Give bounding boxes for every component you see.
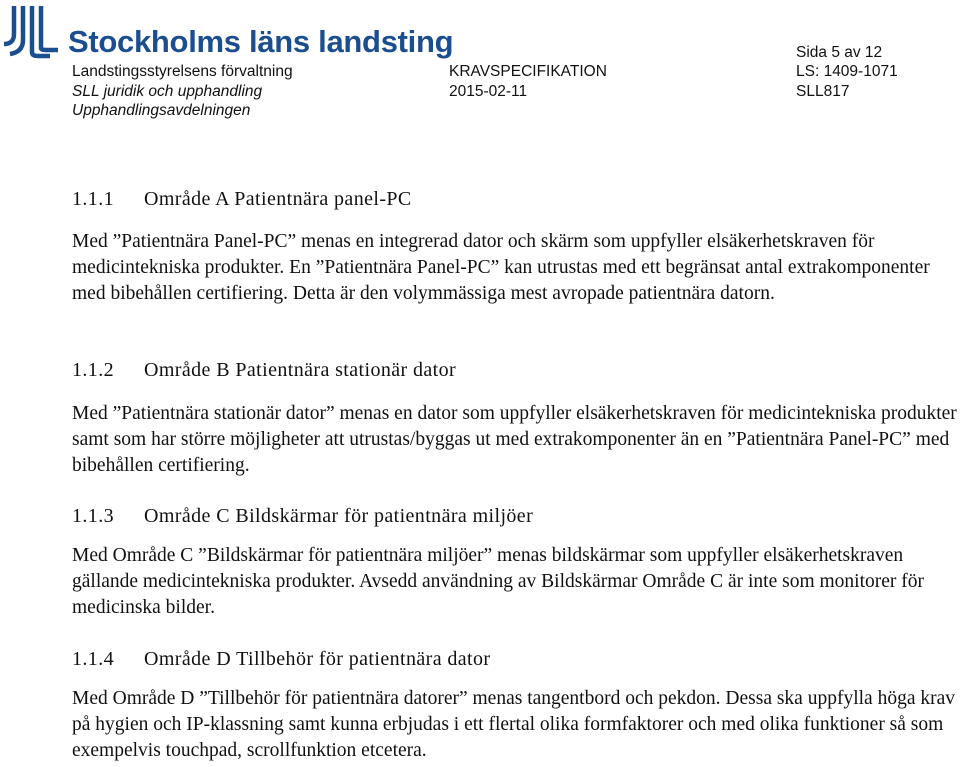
department-name: SLL juridik och upphandling xyxy=(72,83,263,100)
section-heading xyxy=(72,188,412,211)
section-number: 1.1.4 xyxy=(72,648,114,670)
document-header xyxy=(0,0,960,130)
ls-number: LS: 1409-1071 xyxy=(796,63,898,80)
page-number: Sida 5 av 12 xyxy=(796,44,883,61)
section-paragraph: Med Område D ”Tillbehör för patientnära datorer” menas tangentbord och pekdon. Dessa ska uppfylla höga krav på hygien och IP-klassning samt kunna erbjudas i ett flertal olika formfaktorer och med olika funktioner så som exempelvis touchpad, scrollfunktion etcetera. xyxy=(72,688,956,761)
section-heading xyxy=(72,648,490,671)
document-type: KRAVSPECIFIKATION xyxy=(449,63,607,80)
section-title: Område A Patientnära panel-PC xyxy=(144,188,412,210)
org-name-logo-text: Stockholms läns landsting xyxy=(68,24,454,59)
section-paragraph: Med Område C ”Bildskärmar för patientnära miljöer” menas bildskärmar som uppfyller elsäkerhetskraven gällande medicintekniska produkter. Avsedd användning av Bildskärmar Område C är inte som monitorer för medicinska bilder. xyxy=(72,545,925,618)
section-title: Område C Bildskärmar för patientnära miljöer xyxy=(144,505,534,527)
section-heading xyxy=(72,359,456,382)
section-number: 1.1.1 xyxy=(72,188,114,210)
unit-name: Upphandlingsavdelningen xyxy=(72,102,251,119)
section-heading xyxy=(72,505,533,528)
administration-name: Landstingsstyrelsens förvaltning xyxy=(72,63,293,80)
section-number: 1.1.2 xyxy=(72,359,114,381)
sll-logo xyxy=(4,4,454,60)
sll-emblem-icon xyxy=(4,4,64,60)
section-paragraph: Med ”Patientnära stationär dator” menas en dator som uppfyller elsäkerhetskraven för medicintekniska produkter samt som har större möjligheter att utrustas/byggas ut med extrakomponenter än en ”Patientnära Panel-PC” med bibehållen certifiering. xyxy=(72,403,957,476)
section-paragraph: Med ”Patientnära Panel-PC” menas en integrerad dator och skärm som uppfyller elsäkerhetskraven för medicintekniska produkter. En ”Patientnära Panel-PC” kan utrustas med ett begränsat antal extrakomponenter med bibehållen certifiering. Detta är den volymmässiga mest avropade patientnära datorn. xyxy=(72,231,930,304)
section-title: Område D Tillbehör för patientnära dator xyxy=(144,648,491,670)
section-title: Område B Patientnära stationär dator xyxy=(144,359,457,381)
reference-code: SLL817 xyxy=(796,83,850,100)
document-date: 2015-02-11 xyxy=(449,83,528,100)
section-number: 1.1.3 xyxy=(72,505,114,527)
